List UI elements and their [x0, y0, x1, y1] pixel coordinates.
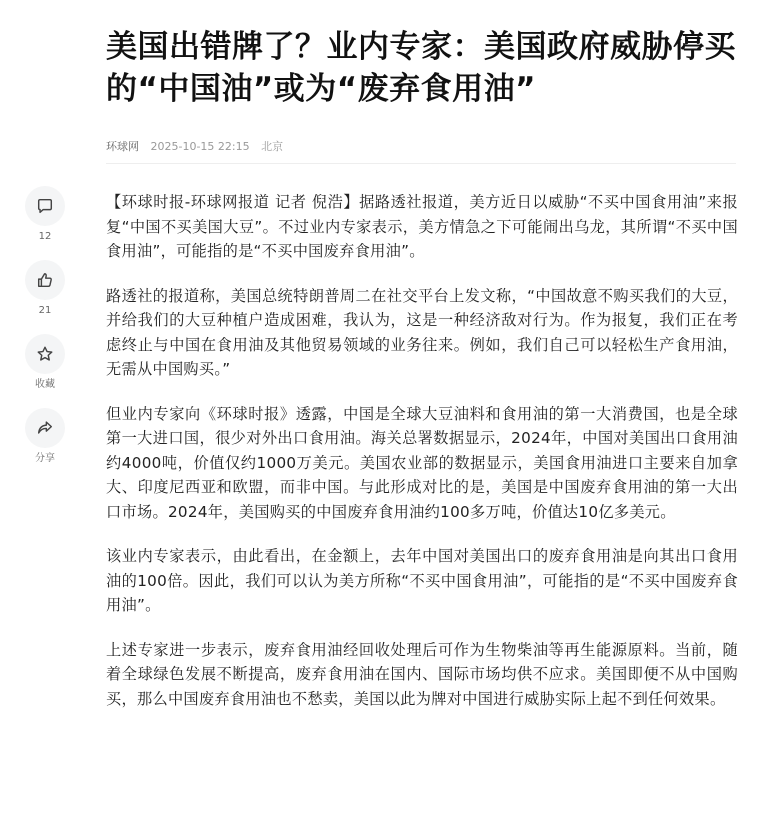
favorite-button-circle[interactable]	[25, 334, 65, 374]
article-datetime: 2025-10-15 22:15	[150, 140, 250, 153]
article-paragraph: 该业内专家表示，由此看出，在金额上，去年中国对美国出口的废弃食用油是向其出口食用油的100倍。因此，我们可以认为美方所称“不买中国食用油”，可能指的是“不买中国废弃食用油”。	[106, 547, 738, 614]
favorite-label: 收藏	[35, 379, 55, 390]
comment-button[interactable]	[24, 186, 66, 244]
favorite-button[interactable]	[24, 334, 66, 392]
star-icon	[36, 345, 54, 363]
action-rail	[24, 186, 66, 482]
comment-icon	[36, 197, 54, 215]
share-label: 分享	[35, 453, 55, 464]
article-body	[106, 190, 738, 731]
article-paragraph: 【环球时报-环球网报道 记者 倪浩】据路透社报道，美方近日以威胁“不买中国食用油”来报复“中国不买美国大豆”。不过业内专家表示，美方情急之下可能闹出乌龙，其所谓“不买中国食用油”，可能指的是“不买中国废弃食用油”。	[106, 193, 738, 260]
meta-divider	[106, 163, 736, 164]
article-paragraph: 但业内专家向《环球时报》透露，中国是全球大豆油料和食用油的第一大消费国，也是全球第一大进口国，很少对外出口食用油。海关总署数据显示，2024年，中国对美国出口食用油约4000吨，价值仅约1000万美元。美国农业部的数据显示，美国食用油进口主要来自加拿大、印度尼西亚和欧盟，而非中国。与此形成对比的是，美国是中国废弃食用油的第一大出口市场。2024年，美国购买的中国废弃食用油约100多万吨，价值达10亿多美元。	[106, 404, 738, 521]
article-paragraph: 路透社的报道称，美国总统特朗普周二在社交平台上发文称，“中国故意不购买我们的大豆，并给我们的大豆种植户造成困难，我认为，这是一种经济敌对行为。作为报复，我们正在考虑终止与中国在食用油及其他贸易领域的业务往来。例如，我们自己可以轻松生产食用油，无需从中国购买。”	[106, 286, 738, 378]
comment-count: 12	[38, 231, 52, 242]
share-button[interactable]	[24, 408, 66, 466]
like-button-circle[interactable]	[25, 260, 65, 300]
thumbs-up-icon	[36, 271, 54, 289]
article-source[interactable]: 环球网	[106, 140, 139, 153]
share-icon	[36, 419, 54, 437]
article-title: 美国出错牌了？业内专家：美国政府威胁停买的“中国油”或为“废弃食用油”	[106, 29, 736, 107]
article-meta	[106, 138, 291, 154]
like-button[interactable]	[24, 260, 66, 318]
article-paragraph: 上述专家进一步表示，废弃食用油经回收处理后可作为生物柴油等再生能源原料。当前，随着全球绿色发展不断提高，废弃食用油在国内、国际市场均供不应求。美国即便不从中国购买，那么中国废弃食用油也不愁卖，美国以此为牌对中国进行威胁实际上起不到任何效果。	[106, 640, 738, 708]
comment-button-circle[interactable]	[25, 186, 65, 226]
like-count: 21	[38, 305, 52, 316]
share-button-circle[interactable]	[25, 408, 65, 448]
article-location: 北京	[261, 140, 284, 153]
